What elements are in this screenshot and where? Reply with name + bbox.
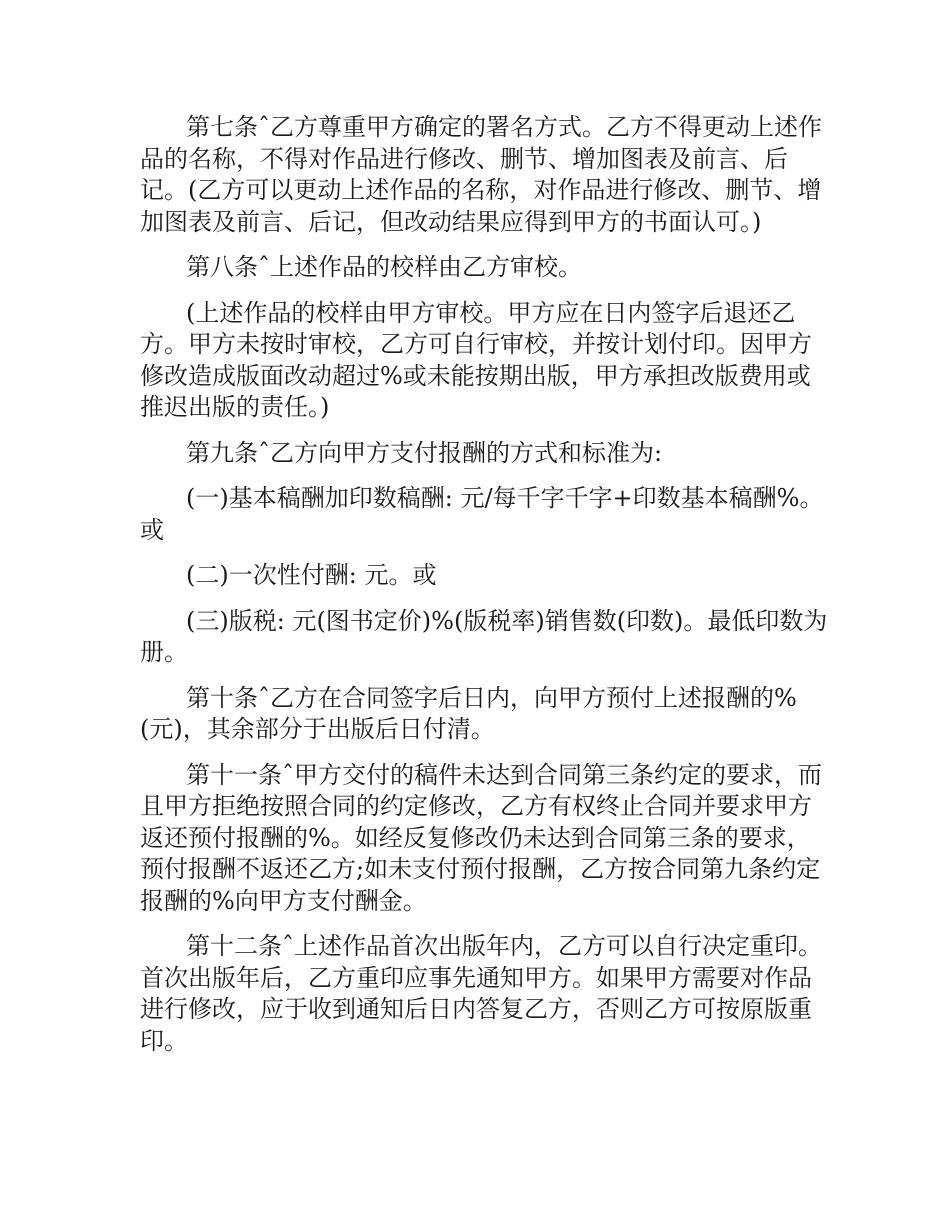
clause-9-option-2: (二)一次性付酬: 元。或: [186, 561, 437, 589]
clause-12-paragraph: 第十二条ˆ上述作品首次出版年内，乙方可以自行决定重印。首次出版年后，乙方重印应事先通知甲方。如果甲方需要对作品进行修改，应于收到通知后日内答复乙方，否则乙方可按原版重印。: [140, 932, 822, 1055]
clause-11-paragraph: 第十一条ˆ甲方交付的稿件未达到合同第三条约定的要求，而且甲方拒绝按照合同的约定修改，乙方有权终止合同并要求甲方返还预付报酬的%。如经反复修改仍未达到合同第三条的要求，预付报酬不返还乙方;如未支付预付报酬，乙方按合同第九条约定报酬的%向甲方支付酬金。: [140, 760, 822, 915]
document-body: [140, 112, 830, 1071]
clause-9-option-3: (三)版税: 元(图书定价)%(版税率)销售数(印数)。最低印数为册。: [140, 606, 828, 666]
clause-8-paragraph: 第八条ˆ上述作品的校样由乙方审校。: [186, 253, 582, 281]
clause-10-paragraph: 第十条ˆ乙方在合同签字后日内，向甲方预付上述报酬的%(元)，其余部分于出版后日付清。: [140, 683, 797, 743]
clause-7-paragraph: 第七条ˆ乙方尊重甲方确定的署名方式。乙方不得更动上述作品的名称，不得对作品进行修改、删节、增加图表及前言、后记。(乙方可以更动上述作品的名称，对作品进行修改、删节、增加图表及前言、后记，但改动结果应得到甲方的书面认可。): [140, 113, 822, 236]
clause-9-option-1: (一)基本稿酬加印数稿酬: 元/每千字千字+印数基本稿酬%。或: [140, 484, 824, 544]
clause-8-alternative-paragraph: (上述作品的校样由甲方审校。甲方应在日内签字后退还乙方。甲方未按时审校，乙方可自行审校，并按计划付印。因甲方修改造成版面改动超过%或未能按期出版，甲方承担改版费用或推迟出版的责任。): [140, 298, 812, 421]
clause-9-paragraph: 第九条ˆ乙方向甲方支付报酬的方式和标准为:: [186, 438, 663, 467]
